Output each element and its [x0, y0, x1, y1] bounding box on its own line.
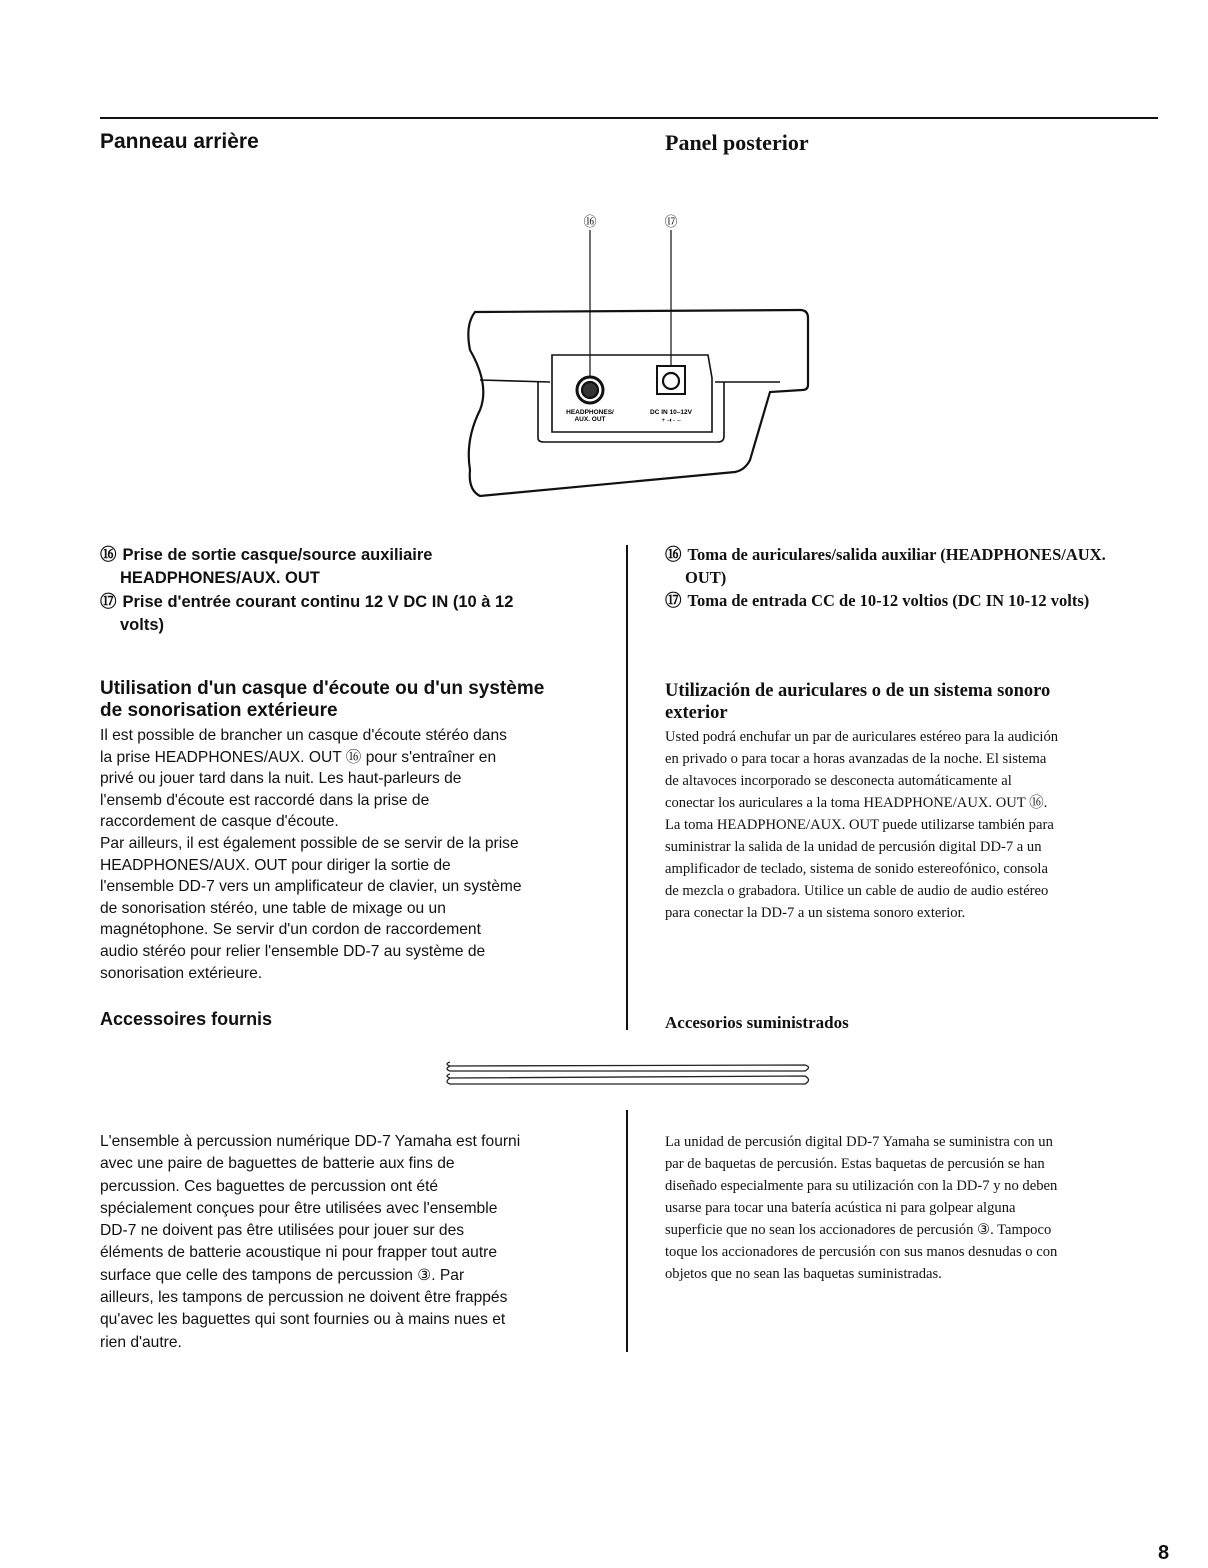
jack-label-2: AUX. OUT — [574, 416, 606, 423]
text-line: La toma HEADPHONE/AUX. OUT puede utilizarse también para — [665, 817, 1054, 833]
text-line: para conectar la DD-7 a un sistema sonoro exterior. — [665, 905, 966, 921]
accessories-body-es — [665, 1131, 1057, 1285]
text-line: usarse para tocar una batería acústica ni para golpear alguna — [665, 1200, 1016, 1216]
drumsticks-illustration — [440, 1055, 830, 1090]
item-text: Prise d'entrée courant continu 12 V DC IN (10 à 12 — [122, 593, 514, 611]
dc-polarity: + ‑◐‑ – — [661, 417, 681, 424]
heading-es: Panel posterior — [665, 130, 809, 155]
drumstick-icon — [447, 1062, 809, 1071]
item-text: Toma de entrada CC de 10-12 voltios (DC IN 10-12 volts) — [687, 591, 1090, 610]
item-text: OUT) — [685, 568, 727, 587]
rear-panel-diagram — [440, 200, 840, 510]
text-line: Par ailleurs, il est également possible de se servir de la prise — [100, 834, 519, 852]
section-title-fr — [100, 678, 544, 722]
accessories-title-es: Accesorios suministrados — [665, 1013, 849, 1032]
item-line — [100, 567, 513, 590]
text-line: surface que celle des tampons de percussion ③. Par — [100, 1266, 465, 1284]
item-number: ⑯ — [665, 545, 682, 564]
item-number: ⑯ — [100, 545, 117, 564]
text-line: avec une paire de baguettes de batterie aux fins de — [100, 1155, 455, 1173]
instrument-outline — [468, 310, 808, 496]
text-line: magnétophone. Se servir d'un cordon de raccordement — [100, 921, 481, 939]
text-line: la prise HEADPHONES/AUX. OUT ⑯ pour s'entraîner en — [100, 748, 497, 766]
item-line — [100, 614, 513, 637]
text-line: diseñado especialmente para su utilización con la DD-7 y no deben — [665, 1178, 1058, 1194]
top-rule — [100, 117, 1158, 119]
accessories-body-fr — [100, 1131, 520, 1354]
item-line — [100, 543, 513, 567]
item-text: Prise de sortie casque/source auxiliaire — [122, 546, 433, 564]
text-line: L'ensemble à percussion numérique DD-7 Yamaha est fourni — [100, 1133, 521, 1150]
text-line: Il est possible de brancher un casque d'écoute stéréo dans — [100, 727, 507, 744]
text-line: de altavoces incorporado se desconecta automáticamente al — [665, 773, 1012, 789]
text-line: conectar los auriculares a la toma HEADPHONE/AUX. OUT ⑯. — [665, 795, 1048, 811]
jack-label-1: HEADPHONES/ — [566, 409, 614, 416]
text-line: percussion. Ces baguettes de percussion ont été — [100, 1177, 439, 1195]
text-line: privé ou jouer tard dans la nuit. Les haut-parleurs de — [100, 770, 462, 788]
text-line: éléments de batterie acoustique ni pour frapper tout autre — [100, 1244, 498, 1262]
text-line: HEADPHONES/AUX. OUT pour diriger la sortie de — [100, 856, 451, 874]
page-number: 8 — [1158, 1542, 1170, 1564]
text-line: ailleurs, les tampons de percussion ne doivent être frappés — [100, 1289, 508, 1307]
item-line — [100, 590, 513, 614]
text-line: Utilización de auriculares o de un sistema sonoro — [665, 681, 1051, 701]
text-line: toque los accionadores de percusión con sus manos desnudas o con — [665, 1244, 1058, 1260]
text-line: de mezcla o grabadora. Utilice un cable de audio de audio estéreo — [665, 883, 1049, 899]
section-title-es — [665, 680, 1050, 724]
text-line: l'ensemble DD-7 vers un amplificateur de clavier, un système — [100, 878, 522, 896]
text-line: l'ensemb d'écoute est raccordé dans la prise de — [100, 791, 430, 809]
text-line: de sonorisation stéréo, une table de mixage ou un — [100, 899, 446, 917]
text-line: amplificador de teclado, sistema de sonido estereofónico, consola — [665, 861, 1048, 877]
callout-16: ⑯ — [583, 215, 597, 230]
text-line: rien d'autre. — [100, 1333, 182, 1351]
item-line — [665, 589, 1106, 612]
accessories-title-fr: Accessoires fournis — [100, 1009, 273, 1029]
items-fr — [100, 543, 513, 637]
text-line: audio stéréo pour relier l'ensemble DD-7 au système de — [100, 942, 486, 960]
item-text: Toma de auriculares/salida auxiliar (HEADPHONES/AUX. — [687, 545, 1106, 564]
text-line: sonorisation extérieure. — [100, 964, 263, 982]
text-line: par de baquetas de percusión. Estas baquetas de percusión se han — [665, 1156, 1045, 1172]
text-line: DD-7 ne doivent pas être utilisées pour jouer sur des — [100, 1222, 465, 1240]
text-line: raccordement de casque d'écoute. — [100, 813, 339, 831]
text-line: qu'avec les baguettes qui sont fournies ou à mains nues et — [100, 1311, 506, 1329]
text-line: La unidad de percusión digital DD-7 Yamaha se suministra con un — [665, 1134, 1053, 1150]
text-line: en privado o para tocar a horas avanzadas de la noche. El sistema — [665, 751, 1047, 767]
item-line — [665, 566, 1106, 589]
item-number: ⑰ — [100, 592, 117, 611]
items-es — [665, 543, 1106, 612]
callout-17: ⑰ — [664, 215, 678, 230]
column-divider — [626, 545, 628, 1030]
dc-label: DC IN 10–12V — [650, 409, 692, 416]
item-text: volts) — [120, 616, 165, 634]
section-body-es — [665, 726, 1058, 924]
text-line: Usted podrá enchufar un par de auriculares estéreo para la audición — [665, 729, 1059, 745]
text-line: suministrar la salida de la unidad de percusión digital DD-7 a un — [665, 839, 1042, 855]
text-line: superficie que no sean los accionadores de percusión ③. Tampoco — [665, 1222, 1052, 1238]
item-text: HEADPHONES/AUX. OUT — [120, 569, 320, 587]
text-line: de sonorisation extérieure — [100, 700, 338, 721]
text-line: Utilisation d'un casque d'écoute ou d'un système — [100, 678, 545, 699]
column-divider — [626, 1110, 628, 1352]
item-line — [665, 543, 1106, 566]
section-body-fr — [100, 725, 522, 984]
item-number: ⑰ — [665, 591, 682, 610]
text-line: exterior — [665, 703, 728, 723]
text-line: spécialement conçues pour être utilisées avec l'ensemble — [100, 1199, 498, 1217]
drumstick-icon — [447, 1074, 809, 1084]
heading-fr: Panneau arrière — [100, 130, 259, 153]
text-line: objetos que no sean las baquetas suministradas. — [665, 1266, 942, 1282]
